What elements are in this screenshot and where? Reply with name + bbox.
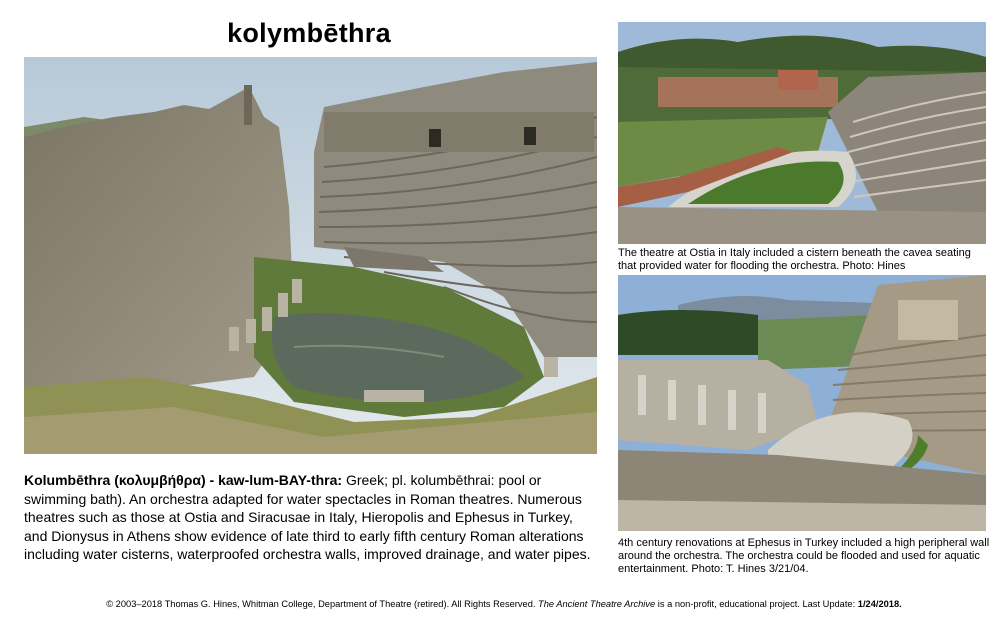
footer-date: 1/24/2018 <box>857 599 900 609</box>
definition-body: Greek; pl. kolumbēthrai: pool or swimming bath). An orchestra adapted for water spectacles in Roman theatres. Numerous theatres such as those at Ostia and Siracusae in Italy, Hieropolis and Ephesus in Turkey, and Dionysus in Athens show evidence of late third to early fifth century Roman alterations including water cisterns, waterproofed orchestra walls, improved drainage, and water pipes. <box>24 472 591 563</box>
ephesus-caption: 4th century renovations at Ephesus in Turkey included a high peripheral wall around the orchestra. The orchestra could be flooded and used for aquatic entertainment. Photo: T. Hines 3/21/04. <box>618 537 990 575</box>
page-title: kolymbēthra <box>227 18 391 48</box>
footer <box>0 598 1008 610</box>
footer-end: . <box>899 599 902 609</box>
definition-text <box>24 471 599 564</box>
ostia-theatre-photo <box>618 22 986 244</box>
footer-archive-name: The Ancient Theatre Archive <box>538 599 656 609</box>
flooded-theatre-photo <box>24 57 597 454</box>
footer-copyright: © 2003–2018 Thomas G. Hines, Whitman College, Department of Theatre (retired). All Rights Reserved. <box>106 599 539 609</box>
definition-term: Kolumbēthra (κολυμβήθρα) - kaw-lum-BAY-thra: <box>24 472 343 488</box>
ephesus-theatre-photo <box>618 275 986 531</box>
footer-middle: is a non-profit, educational project. Last Update: <box>655 599 858 609</box>
ostia-caption: The theatre at Ostia in Italy included a cistern beneath the cavea seating that provided water for flooding the orchestra. Photo: Hines <box>618 247 971 272</box>
